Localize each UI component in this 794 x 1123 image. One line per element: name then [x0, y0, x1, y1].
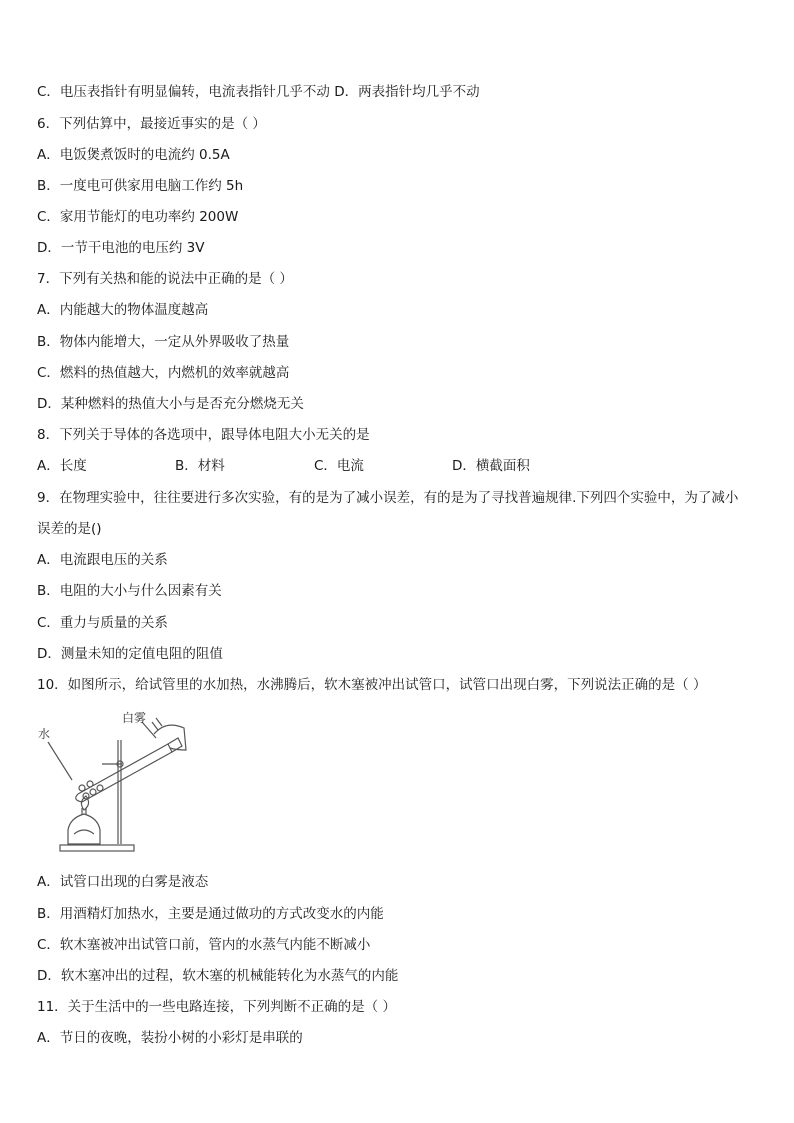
q7-option-a: A．内能越大的物体温度越高: [37, 302, 209, 318]
q7-option-b: B．物体内能增大，一定从外界吸收了热量: [37, 334, 290, 350]
q9-option-b: B．电阻的大小与什么因素有关: [37, 583, 222, 599]
q8-option-a: A．长度: [37, 458, 87, 474]
q11-option-a: A．节日的夜晚，装扮小树的小彩灯是串联的: [37, 1030, 303, 1046]
q8-option-b: B．材料: [175, 458, 225, 474]
q6-option-b: B．一度电可供家用电脑工作约 5h: [37, 178, 244, 194]
q7-stem: 7．下列有关热和能的说法中正确的是（ ）: [37, 271, 293, 287]
q10-option-d: D．软木塞冲出的过程，软木塞的机械能转化为水蒸气的内能: [37, 968, 399, 984]
q9-option-d: D．测量未知的定值电阻的阻值: [37, 646, 223, 662]
q9-stem-line1: 9．在物理实验中，往往要进行多次实验，有的是为了减小误差，有的是为了寻找普遍规律.下列四个实验中，为了减小: [37, 490, 739, 506]
test-tube-figure: [38, 708, 188, 858]
q6-option-a: A．电饭煲煮饭时的电流约 0.5A: [37, 147, 230, 163]
q10-option-b: B．用酒精灯加热水，主要是通过做功的方式改变水的内能: [37, 906, 384, 922]
q8-option-d: D．横截面积: [452, 458, 530, 474]
stand-base: [60, 845, 134, 851]
q8-stem: 8．下列关于导体的各选项中，跟导体电阻大小无关的是: [37, 427, 370, 443]
q11-stem: 11．关于生活中的一些电路连接，下列判断不正确的是（ ）: [37, 999, 396, 1015]
q9-stem-line2: 误差的是(): [37, 521, 102, 537]
q7-option-c: C．燃料的热值越大，内燃机的效率就越高: [37, 365, 290, 381]
q10-stem: 10．如图所示，给试管里的水加热，水沸腾后，软木塞被冲出试管口，试管口出现白雾，下列说法正确的是（ ）: [37, 677, 707, 693]
q10-option-c: C．软木塞被冲出试管口前，管内的水蒸气内能不断减小: [37, 937, 371, 953]
q6-option-d: D．一节干电池的电压约 3V: [37, 240, 205, 256]
q8-option-c: C．电流: [314, 458, 364, 474]
q9-option-a: A．电流跟电压的关系: [37, 552, 168, 568]
q10-option-a: A．试管口出现的白雾是液态: [37, 874, 209, 890]
label-water: 水: [38, 727, 51, 741]
test-tube: [78, 744, 172, 802]
q7-option-d: D．某种燃料的热值大小与是否充分燃烧无关: [37, 396, 304, 412]
q6-option-c: C．家用节能灯的电功率约 200W: [37, 209, 239, 225]
flame: [81, 796, 88, 810]
q5-option-c-d: C．电压表指针有明显偏转，电流表指针几乎不动 D．两表指针均几乎不动: [37, 84, 480, 100]
q9-option-c: C．重力与质量的关系: [37, 615, 168, 631]
alcohol-lamp: [68, 814, 100, 844]
q6-stem: 6．下列估算中，最接近事实的是（ ）: [37, 116, 266, 132]
q8-options: [37, 457, 757, 475]
label-white-fog: 白雾: [122, 711, 147, 725]
